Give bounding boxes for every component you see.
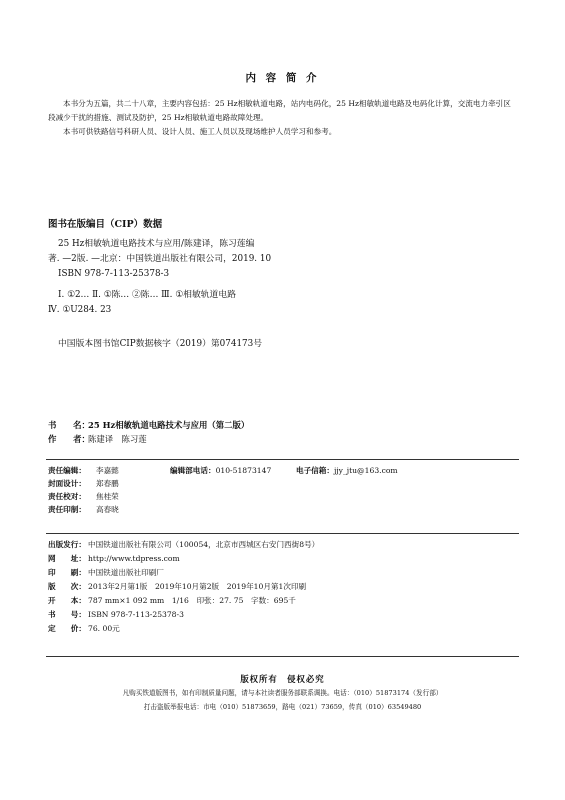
publication-info: [48, 538, 319, 636]
divider-bottom: [46, 656, 519, 657]
edition-row: [48, 580, 319, 594]
content-summary: [48, 97, 518, 139]
divider-middle: [46, 533, 519, 534]
cip-line-publication: 著. —2版. —北京：中国铁道出版社有限公司，2019. 10: [48, 254, 272, 264]
isbn-value: ISBN 978-7-113-25378-3: [88, 610, 184, 619]
proofreader-value: 焦桂荣: [96, 492, 119, 501]
publisher-value: 中国铁道出版社有限公司（100054，北京市西城区右安门西街8号）: [88, 540, 320, 549]
printer-value: 中国铁道出版社印刷厂: [88, 568, 164, 577]
printer-row: [48, 566, 319, 580]
print-supervisor-value: 高春晓: [96, 505, 119, 514]
summary-paragraph-2: 本书可供铁路信号科研人员、设计人员、施工人员以及现场维护人员学习和参考。: [63, 127, 337, 136]
publisher-label: 出版发行：: [48, 540, 86, 549]
isbn-row: [48, 608, 319, 622]
book-author-row: [48, 432, 249, 446]
proofreader-row: [48, 490, 119, 503]
book-name-label: 书 名：: [48, 420, 90, 430]
price-label: 定 价：: [48, 624, 86, 633]
book-author-value: 陈建译 陈习莲: [88, 434, 147, 444]
editor-label: 责任编辑：: [48, 466, 86, 475]
isbn-label: 书 号：: [48, 610, 86, 619]
format-row: [48, 594, 319, 608]
cip-line-subjects: Ⅰ. ①2… Ⅱ. ①陈… ②陈… Ⅲ. ①相敏轨道电路: [58, 290, 236, 300]
website-label: 网 址：: [48, 554, 86, 563]
cover-design-row: [48, 477, 119, 490]
format-label: 开 本：: [48, 596, 86, 605]
cip-line-isbn: ISBN 978-7-113-25378-3: [58, 269, 170, 279]
email-value: jjy_jtu@163.com: [333, 466, 398, 475]
print-supervisor-row: [48, 503, 119, 516]
phone-value: 010-51873147: [215, 466, 272, 475]
notice-line-1: 凡购买铁道版图书，如有印制质量问题，请与本社读者服务部联系调换。电话：（010）51873174（发行部）: [122, 689, 443, 697]
proofreader-label: 责任校对：: [48, 492, 86, 501]
book-name-value: 25 Hz相敏轨道电路技术与应用（第二版）: [88, 420, 250, 430]
book-name-row: [48, 418, 249, 432]
editor-value: 李嘉懿: [96, 466, 119, 475]
cover-design-value: 郑春鹏: [96, 479, 119, 488]
divider-top: [46, 459, 519, 460]
editor-row: [48, 464, 398, 477]
rights-statement: 版权所有 侵权必究: [240, 674, 325, 684]
staff-info: [48, 464, 398, 516]
price-row: [48, 622, 319, 636]
cip-heading: 图书在版编目（CIP）数据: [48, 219, 163, 230]
cip-record-block: [48, 337, 518, 352]
website-row: [48, 552, 319, 566]
cip-line-classification: Ⅳ. ①U284. 23: [48, 305, 112, 315]
notice-line-2: 打击盗版举报电话：市电（010）51873659，路电（021）73659，传真（010）63549480: [143, 703, 422, 711]
edition-value: 2013年2月第1版 2019年10月第2版 2019年10月第1次印刷: [88, 582, 307, 591]
print-supervisor-label: 责任印制：: [48, 505, 86, 514]
edition-label: 版 次：: [48, 582, 86, 591]
cip-line-title: 25 Hz相敏轨道电路技术与应用/陈建译，陈习莲编: [58, 239, 255, 249]
summary-paragraph-1: 本书分为五篇，共二十八章，主要内容包括：25 Hz相敏轨道电路，站内电码化，25 Hz相敏轨道电路及电码化计算，交流电力牵引区段减少干扰的措施、测试及防护，25 Hz相敏轨道电路故障处理。: [48, 99, 511, 122]
book-author-label: 作 者：: [48, 434, 90, 444]
cip-line-record-number: 中国版本图书馆CIP数据核字（2019）第074173号: [58, 339, 263, 349]
website-value: http://www.tdpress.com: [88, 554, 180, 563]
cip-subject-block: [48, 288, 518, 318]
publisher-row: [48, 538, 319, 552]
book-info: [48, 418, 249, 446]
cover-design-label: 封面设计：: [48, 479, 86, 488]
phone-label: 编辑部电话：: [170, 466, 216, 475]
price-value: 76. 00元: [88, 624, 120, 633]
format-value: 787 mm×1 092 mm 1/16 印张：27. 75 字数：695千: [88, 596, 296, 605]
printer-label: 印 刷：: [48, 568, 86, 577]
email-label: 电子信箱：: [296, 466, 334, 475]
cip-data-block: [48, 237, 518, 282]
page-title: 内 容 简 介: [245, 72, 320, 84]
